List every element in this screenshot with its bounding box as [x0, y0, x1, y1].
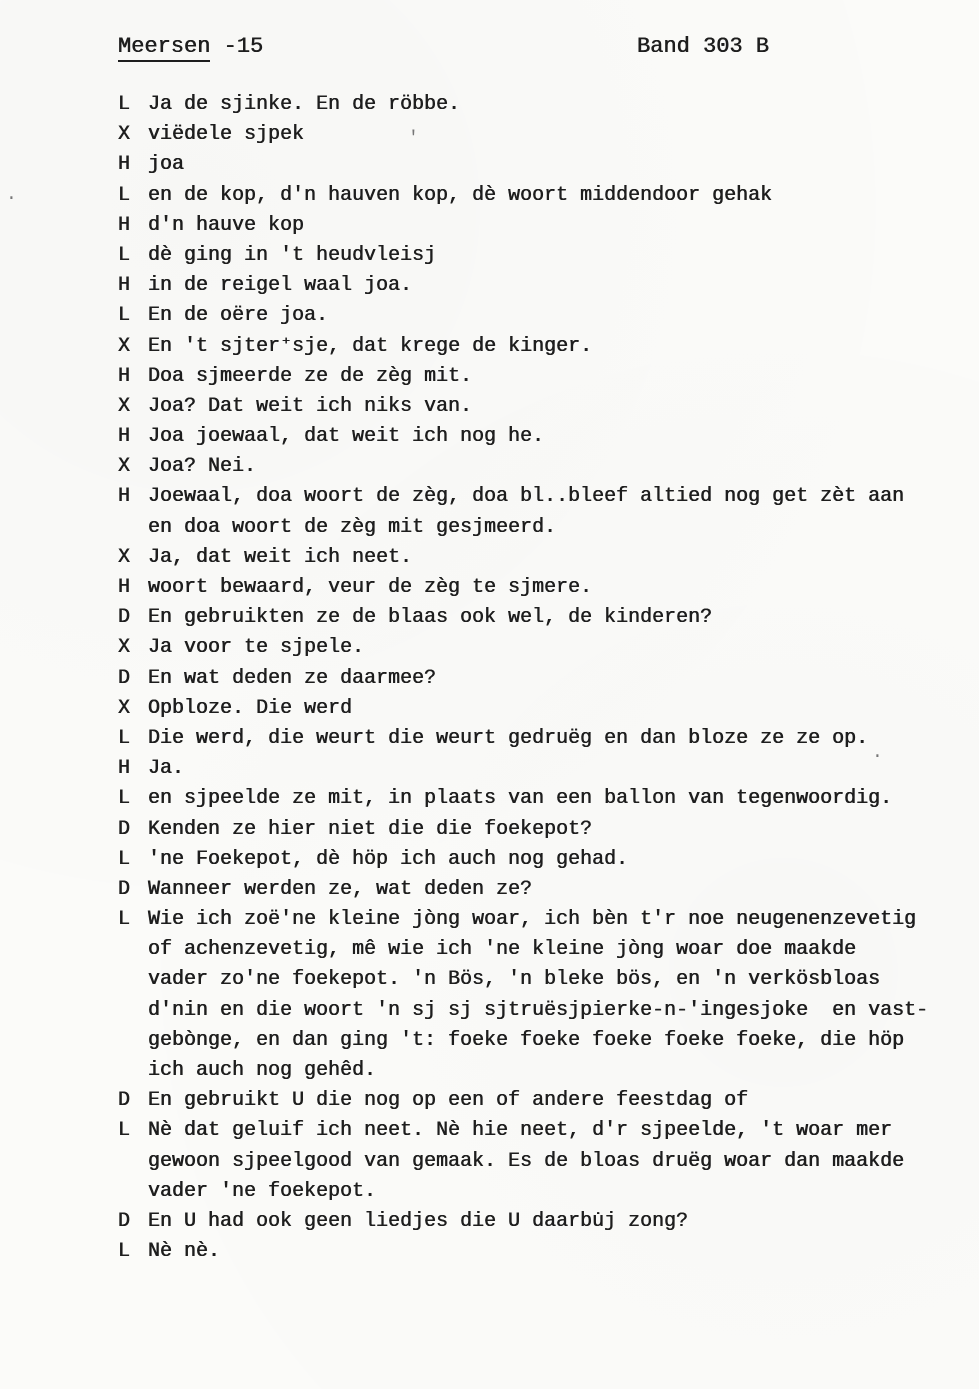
- transcript-line: [118, 1177, 928, 1207]
- speaker-label: L: [118, 908, 131, 932]
- utterance-text: En U had ook geen liedjes die U daarbu̇j zong?: [148, 1209, 689, 1233]
- utterance-text: of achenzevetig, mê wie ich 'ne kleine jòng woar doe maakde: [148, 938, 857, 962]
- transcript-line: [118, 332, 928, 362]
- transcript-line: [118, 784, 928, 814]
- utterance-text: ich auch nog gehêd.: [148, 1059, 377, 1082]
- transcript: [118, 90, 928, 1267]
- page-header-right: Band 303 B: [637, 34, 770, 59]
- utterance-text: Kenden ze hier niet die die foekepot?: [148, 817, 593, 841]
- transcript-line: [118, 754, 928, 784]
- transcript-line: [118, 633, 928, 663]
- transcript-line: [118, 1026, 928, 1056]
- transcript-line: [118, 90, 928, 120]
- transcript-line: [118, 905, 928, 935]
- transcript-line: [118, 815, 928, 845]
- speaker-label: L: [118, 304, 131, 328]
- speaker-label: H: [118, 485, 131, 509]
- utterance-text: Opbloze. Die werd: [148, 696, 353, 720]
- speaker-label: D: [118, 666, 131, 690]
- speaker-label: X: [118, 696, 131, 720]
- transcript-line: [118, 694, 928, 724]
- transcript-line: [118, 271, 928, 301]
- speaker-label: H: [118, 576, 131, 599]
- speaker-label: H: [118, 213, 131, 237]
- transcript-line: [118, 422, 928, 452]
- utterance-text: 'ne Foekepot, dè höp ich auch nog gehad.: [148, 847, 629, 871]
- speaker-label: D: [118, 1089, 131, 1113]
- utterance-text: Nè nè.: [148, 1240, 221, 1264]
- utterance-text: joa: [148, 153, 185, 177]
- speaker-label: H: [118, 274, 131, 298]
- speaker-label: D: [118, 877, 131, 901]
- utterance-text: En wat deden ze daarmee?: [148, 666, 437, 690]
- speaker-label: H: [118, 153, 131, 177]
- utterance-text: dè ging in 't heudvleisj: [148, 243, 437, 267]
- utterance-text: Joewaal, doa woort de zèg, doa bl..bleef altied nog get zèt aan: [148, 485, 905, 509]
- utterance-text: Ja, dat weit ich neet.: [148, 545, 413, 569]
- utterance-text: En 't sjter⁺sje, dat krege de kinger.: [148, 334, 593, 358]
- utterance-text: En gebruikten ze de blaas ook wel, de kinderen?: [148, 606, 713, 630]
- utterance-text: vader 'ne foekepot.: [148, 1179, 377, 1203]
- transcript-line: [118, 513, 928, 543]
- transcript-line: [118, 1237, 928, 1267]
- transcript-line: [118, 362, 928, 392]
- transcript-line: [118, 845, 928, 875]
- transcript-line: [118, 482, 928, 512]
- utterance-text: Nè dat geluif ich neet. Nè hie neet, d'r sjpeelde, 't woar mer: [148, 1119, 893, 1143]
- utterance-text: gebònge, en dan ging 't: foeke foeke foeke foeke foeke, die höp: [148, 1028, 905, 1052]
- transcript-line: [118, 392, 928, 422]
- utterance-text: Wanneer werden ze, wat deden ze?: [148, 877, 533, 901]
- transcript-line: [118, 1056, 928, 1086]
- speaker-label: L: [118, 93, 131, 116]
- transcript-line: [118, 1116, 928, 1146]
- utterance-text: Joa? Dat weit ich niks van.: [148, 394, 473, 418]
- speaker-label: X: [118, 394, 131, 418]
- utterance-text: Joa? Nei.: [148, 455, 257, 479]
- utterance-text: Ja.: [148, 757, 185, 781]
- speaker-label: X: [118, 123, 131, 147]
- header-page-number: -15: [210, 34, 264, 59]
- utterance-text: Doa sjmeerde ze de zèg mit.: [148, 364, 473, 388]
- speaker-label: X: [118, 455, 131, 479]
- speaker-label: H: [118, 757, 131, 781]
- utterance-text: en sjpeelde ze mit, in plaats van een ballon van tegenwoordig.: [148, 787, 893, 811]
- scan-artifact: ': [408, 129, 419, 149]
- utterance-text: gewoon sjpeelgood van gemaak. Es de bloas druëg woar dan maakde: [148, 1149, 905, 1173]
- speaker-label: D: [118, 606, 131, 630]
- speaker-label: L: [118, 726, 131, 750]
- transcript-line: [118, 543, 928, 573]
- scan-artifact: ·: [872, 747, 883, 767]
- transcript-line: [118, 724, 928, 754]
- speaker-label: H: [118, 364, 131, 388]
- utterance-text: Ja de sjinke. En de röbbe.: [148, 93, 461, 116]
- speaker-label: L: [118, 243, 131, 267]
- transcript-line: [118, 935, 928, 965]
- transcript-line: [118, 211, 928, 241]
- speaker-label: X: [118, 636, 131, 660]
- transcript-line: [118, 181, 928, 211]
- utterance-text: d'n hauve kop: [148, 213, 305, 237]
- speaker-label: L: [118, 1119, 131, 1143]
- utterance-text: woort bewaard, veur de zèg te sjmere.: [148, 576, 593, 599]
- utterance-text: Ja voor te sjpele.: [148, 636, 365, 660]
- scan-artifact: ·: [6, 189, 17, 209]
- utterance-text: Wie ich zoë'ne kleine jòng woar, ich bèn t'r noe neugenenzevetig: [148, 908, 917, 932]
- transcript-line: [118, 965, 928, 995]
- utterance-text: viëdele sjpek: [148, 123, 305, 147]
- speaker-label: H: [118, 425, 131, 449]
- speaker-label: D: [118, 1209, 131, 1233]
- speaker-label: X: [118, 334, 131, 358]
- utterance-text: En de oëre joa.: [148, 304, 329, 328]
- transcript-line: [118, 452, 928, 482]
- utterance-text: Die werd, die weurt die weurt gedruëg en dan bloze ze ze op.: [148, 726, 869, 750]
- transcript-line: [118, 1086, 928, 1116]
- utterance-text: d'nin en die woort 'n sj sj sjtruësjpierke-n-'ingesjoke en vast-: [148, 998, 929, 1022]
- transcript-line: [118, 875, 928, 905]
- utterance-text: en doa woort de zèg mit gesjmeerd.: [148, 515, 557, 539]
- transcript-line: [118, 664, 928, 694]
- speaker-label: L: [118, 1240, 131, 1264]
- utterance-text: en de kop, d'n hauven kop, dè woort middendoor gehak: [148, 183, 773, 207]
- transcript-line: [118, 1147, 928, 1177]
- utterance-text: Joa joewaal, dat weit ich nog he.: [148, 425, 545, 449]
- speaker-label: L: [118, 847, 131, 871]
- utterance-text: vader zo'ne foekepot. 'n Bös, 'n bleke bös, en 'n verkösbloas: [148, 968, 881, 992]
- speaker-label: X: [118, 545, 131, 569]
- transcript-line: [118, 150, 928, 180]
- utterance-text: En gebruikt U die nog op een of andere feestdag of: [148, 1089, 749, 1113]
- speaker-label: D: [118, 817, 131, 841]
- utterance-text: in de reigel waal joa.: [148, 274, 413, 298]
- speaker-label: L: [118, 183, 131, 207]
- transcript-line: [118, 120, 928, 150]
- transcript-line: [118, 603, 928, 633]
- transcript-line: [118, 241, 928, 271]
- transcript-line: [118, 573, 928, 603]
- header-location-label: Meersen: [118, 34, 210, 62]
- page-header-left: [118, 34, 263, 62]
- transcript-line: [118, 996, 928, 1026]
- speaker-label: L: [118, 787, 131, 811]
- transcript-line: [118, 1207, 928, 1237]
- transcript-line: [118, 301, 928, 331]
